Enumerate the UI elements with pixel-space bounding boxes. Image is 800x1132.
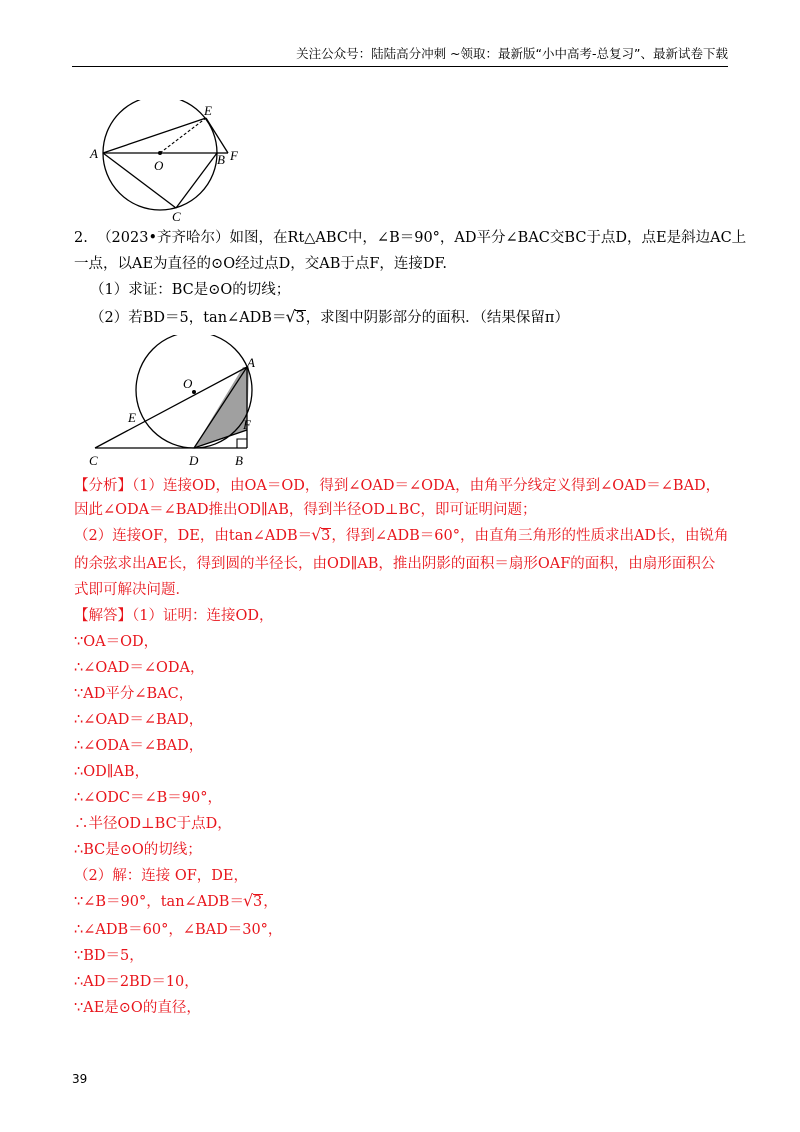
analysis-line-2: 因此∠ODA＝∠BAD推出OD∥AB，得到半径OD⊥BC，即可证明问题； bbox=[74, 502, 537, 518]
analysis-line-3: （2）连接OF，DE，由tan∠ADB＝√ 3，得到∠ADB＝60°，由直角三角形的性质求出AD长，由锐角 bbox=[74, 526, 729, 546]
segment-bc bbox=[176, 153, 217, 208]
label-e: E bbox=[128, 410, 136, 425]
center-point-o bbox=[158, 151, 162, 155]
label-d: D bbox=[189, 453, 199, 468]
figure-2-right-triangle-diagram bbox=[85, 335, 270, 470]
analysis-line-4: 的余弦求出AE长，得到圆的半径长，由OD∥AB，推出阴影的面积＝扇形OAF的面积，由扇形面积公 bbox=[74, 556, 716, 572]
label-c: C bbox=[172, 209, 181, 224]
solution-line-6: ∴OD∥AB， bbox=[74, 764, 150, 780]
analysis-tag: 【分析】 bbox=[74, 478, 132, 494]
label-o: O bbox=[183, 376, 193, 391]
solution-line-11: ∵∠B＝90°，tan∠ADB＝√ 3， bbox=[74, 892, 278, 912]
label-b: B bbox=[235, 453, 243, 468]
question-1: （1）求证：BC是⊙O的切线； bbox=[90, 282, 291, 298]
solution-line-12: ∴∠ADB＝60°，∠BAD＝30°， bbox=[74, 922, 283, 938]
problem-stem-line-2: 一点，以AE为直径的⊙O经过点D，交AB于点F，连接DF. bbox=[74, 256, 447, 272]
header-text: 关注公众号：陆陆高分冲刺 ~领取：最新版“小中高考-总复习”、最新试卷下载 bbox=[296, 46, 728, 61]
problem-stem-line-1 bbox=[74, 228, 746, 248]
label-a: A bbox=[90, 146, 98, 161]
solution-line-2: ∴∠OAD＝∠ODA， bbox=[74, 660, 205, 676]
page-number: 39 bbox=[72, 1072, 88, 1086]
right-angle-mark bbox=[237, 439, 247, 448]
figure-1-circle-diagram bbox=[88, 100, 248, 225]
problem-stem-1: 如图，在Rt△ABC中，∠B＝90°，AD平分∠BAC交BC于点D，点E是斜边AC上 bbox=[229, 230, 747, 246]
page-header bbox=[72, 44, 728, 67]
analysis-line-5: 式即可解决问题． bbox=[74, 582, 190, 598]
solution-line-4: ∴∠OAD＝∠BAD， bbox=[74, 712, 204, 728]
center-point-o bbox=[192, 390, 196, 394]
solution-line-15: ∵AE是⊙O的直径， bbox=[74, 1000, 201, 1016]
label-o: O bbox=[154, 158, 164, 173]
solution-tag: 【解答】 bbox=[74, 608, 132, 624]
sqrt-3-q2: 3 bbox=[295, 310, 305, 326]
label-c: C bbox=[89, 453, 98, 468]
solution-line-14: ∴AD＝2BD＝10， bbox=[74, 974, 199, 990]
sqrt-3-solution: 3 bbox=[252, 894, 263, 910]
segment-ac bbox=[103, 153, 176, 208]
solution-line-7: ∴∠ODC＝∠B＝90°， bbox=[74, 790, 222, 806]
label-e: E bbox=[204, 103, 212, 118]
dashed-oe bbox=[160, 118, 206, 153]
solution-line-5: ∴∠ODA＝∠BAD， bbox=[74, 738, 204, 754]
solution-line-8: ∴半径OD⊥BC于点D， bbox=[74, 816, 232, 832]
label-f: F bbox=[230, 148, 238, 163]
segment-ae bbox=[103, 118, 206, 153]
label-a: A bbox=[247, 355, 255, 370]
problem-source: （2023•齐齐哈尔） bbox=[97, 230, 230, 246]
analysis-line-1: 【分析】（1）连接OD，由OA＝OD，得到∠OAD＝∠ODA，由角平分线定义得到∠OAD＝∠BAD， bbox=[74, 478, 721, 494]
solution-line-1: ∵OA＝OD， bbox=[74, 634, 159, 650]
solution-line-0: 【解答】（1）证明：连接OD， bbox=[74, 608, 274, 624]
problem-number: 2. bbox=[74, 230, 88, 246]
sqrt-3-analysis: 3 bbox=[321, 528, 331, 544]
label-f: F bbox=[243, 417, 251, 432]
solution-line-10: （2）解：连接 OF，DE， bbox=[74, 868, 248, 884]
solution-line-9: ∴BC是⊙O的切线； bbox=[74, 842, 202, 858]
solution-line-3: ∵AD平分∠BAC， bbox=[74, 686, 194, 702]
solution-line-13: ∵BD＝5， bbox=[74, 948, 144, 964]
question-2: （2）若BD＝5，tan∠ADB＝√ 3，求图中阴影部分的面积．（结果保留π） bbox=[90, 308, 569, 328]
label-b: B bbox=[217, 152, 225, 167]
